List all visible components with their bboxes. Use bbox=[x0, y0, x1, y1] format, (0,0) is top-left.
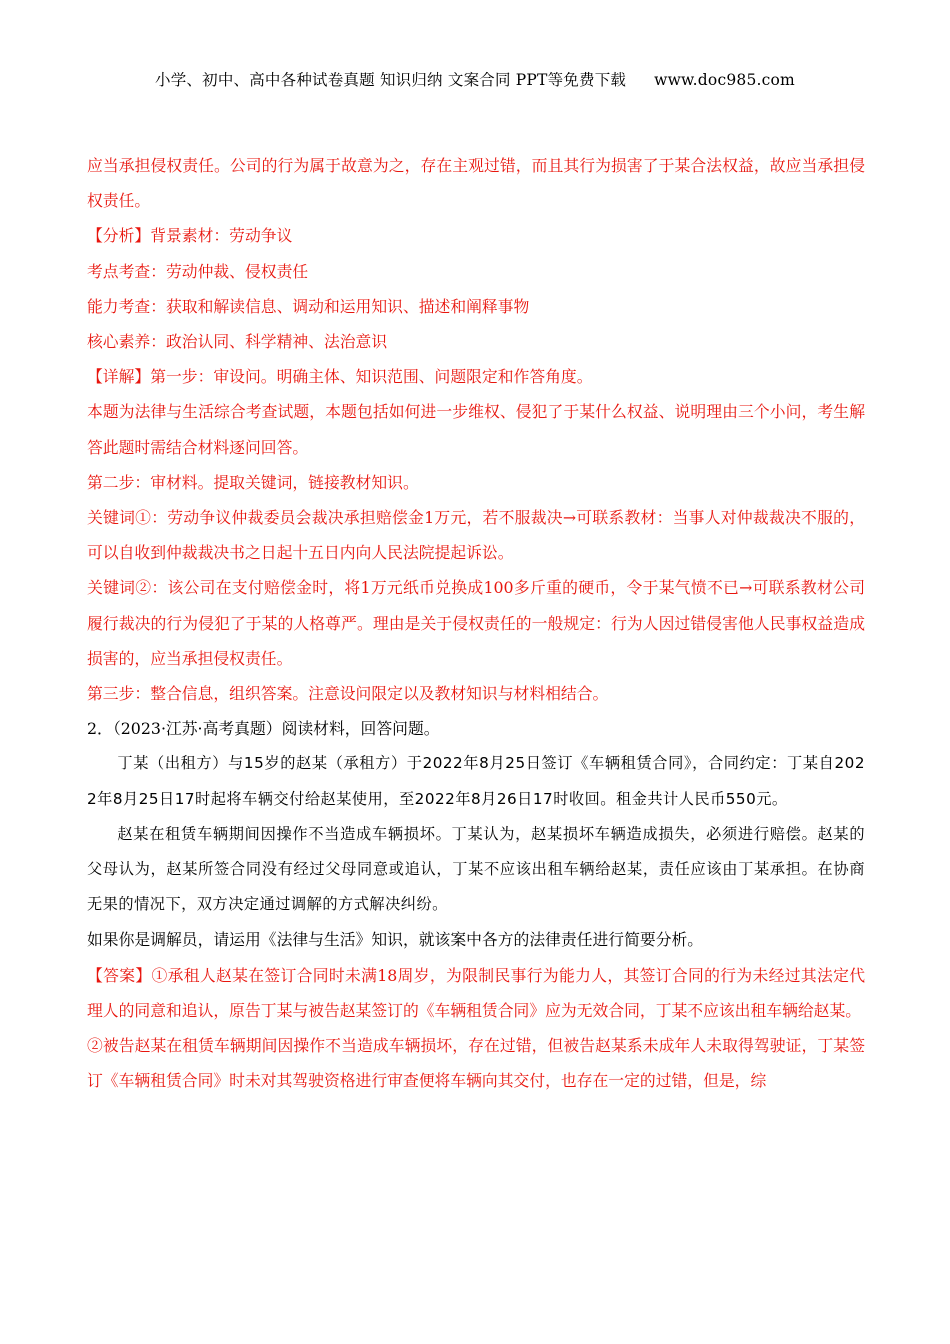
question-two-prompt: 如果你是调解员，请运用《法律与生活》知识，就该案中各方的法律责任进行简要分析。 bbox=[87, 930, 704, 950]
material-paragraph-dispute: 赵某在租赁车辆期间因操作不当造成车辆损坏。丁某认为，赵某损坏车辆造成损失，必须进行赔偿。赵某的父母认为，赵某所签合同没有经过父母同意或追认，丁某不应该出租车辆给赵某，责任应该由丁某承担。在协商无果的情况下，双方决定通过调解的方式解决纠纷。 bbox=[87, 824, 865, 914]
explanation-question-overview: 本题为法律与生活综合考查试题，本题包括如何进一步维权、侵犯了于某什么权益、说明理由三个小问，考生解答此题时需结合材料逐问回答。 bbox=[87, 402, 865, 457]
explanation-step-three: 第三步：整合信息，组织答案。注意设问限定以及教材知识与材料相结合。 bbox=[87, 684, 609, 704]
explanation-step-two: 第二步：审材料。提取关键词，链接教材知识。 bbox=[87, 472, 419, 492]
page-header bbox=[0, 68, 950, 90]
analysis-test-points: 考点考查：劳动仲裁、侵权责任 bbox=[87, 261, 309, 281]
keyword-two-paragraph: 关键词②：该公司在支付赔偿金时，将1万元纸币兑换成100多斤重的硬币，令于某气愤不已→可联系教材公司履行裁决的行为侵犯了于某的人格尊严。理由是关于侵权责任的一般规定：行为人因过错侵害他人民事权益造成损害的，应当承担侵权责任。 bbox=[87, 578, 865, 668]
explanation-step-one: 【详解】第一步：审设问。明确主体、知识范围、问题限定和作答角度。 bbox=[87, 367, 593, 387]
analysis-background: 【分析】背景素材：劳动争议 bbox=[87, 226, 293, 246]
material-paragraph-contract: 丁某（出租方）与15岁的赵某（承租方）于2022年8月25日签订《车辆租赁合同》，合同约定：丁某自2022年8月25日17时起将车辆交付给赵某使用，至2022年8月26日17时收回。租金共计人民币550元。 bbox=[87, 754, 865, 808]
answer-continuation-paragraph: 应当承担侵权责任。公司的行为属于故意为之，存在主观过错，而且其行为损害了于某合法权益，故应当承担侵权责任。 bbox=[87, 156, 865, 211]
keyword-one-paragraph: 关键词①：劳动争议仲裁委员会裁决承担赔偿金1万元，若不服裁决→可联系教材：当事人对仲裁裁决不服的，可以自收到仲裁裁决书之日起十五日内向人民法院提起诉讼。 bbox=[87, 508, 865, 563]
document-body bbox=[87, 148, 865, 1098]
answer-point-one: 【答案】①承租人赵某在签订合同时未满18周岁，为限制民事行为能力人，其签订合同的行为未经过其法定代理人的同意和追认，原告丁某与被告赵某签订的《车辆租赁合同》应为无效合同，丁某不应该出租车辆给赵某。 bbox=[87, 965, 865, 1020]
question-two-heading: 2．（2023·江苏·高考真题）阅读材料，回答问题。 bbox=[87, 719, 440, 739]
answer-point-two: ②被告赵某在租赁车辆期间因操作不当造成车辆损坏，存在过错，但被告赵某系未成年人未取得驾驶证，丁某签订《车辆租赁合同》时未对其驾驶资格进行审查便将车辆向其交付，也存在一定的过错，但是，综 bbox=[87, 1036, 865, 1091]
header-site-description: 小学、初中、高中各种试卷真题 知识归纳 文案合同 PPT等免费下载 bbox=[155, 71, 627, 89]
analysis-abilities: 能力考查：获取和解读信息、调动和运用知识、描述和阐释事物 bbox=[87, 296, 530, 316]
analysis-core-literacy: 核心素养：政治认同、科学精神、法治意识 bbox=[87, 332, 388, 352]
header-site-url: www.doc985.com bbox=[654, 71, 795, 89]
